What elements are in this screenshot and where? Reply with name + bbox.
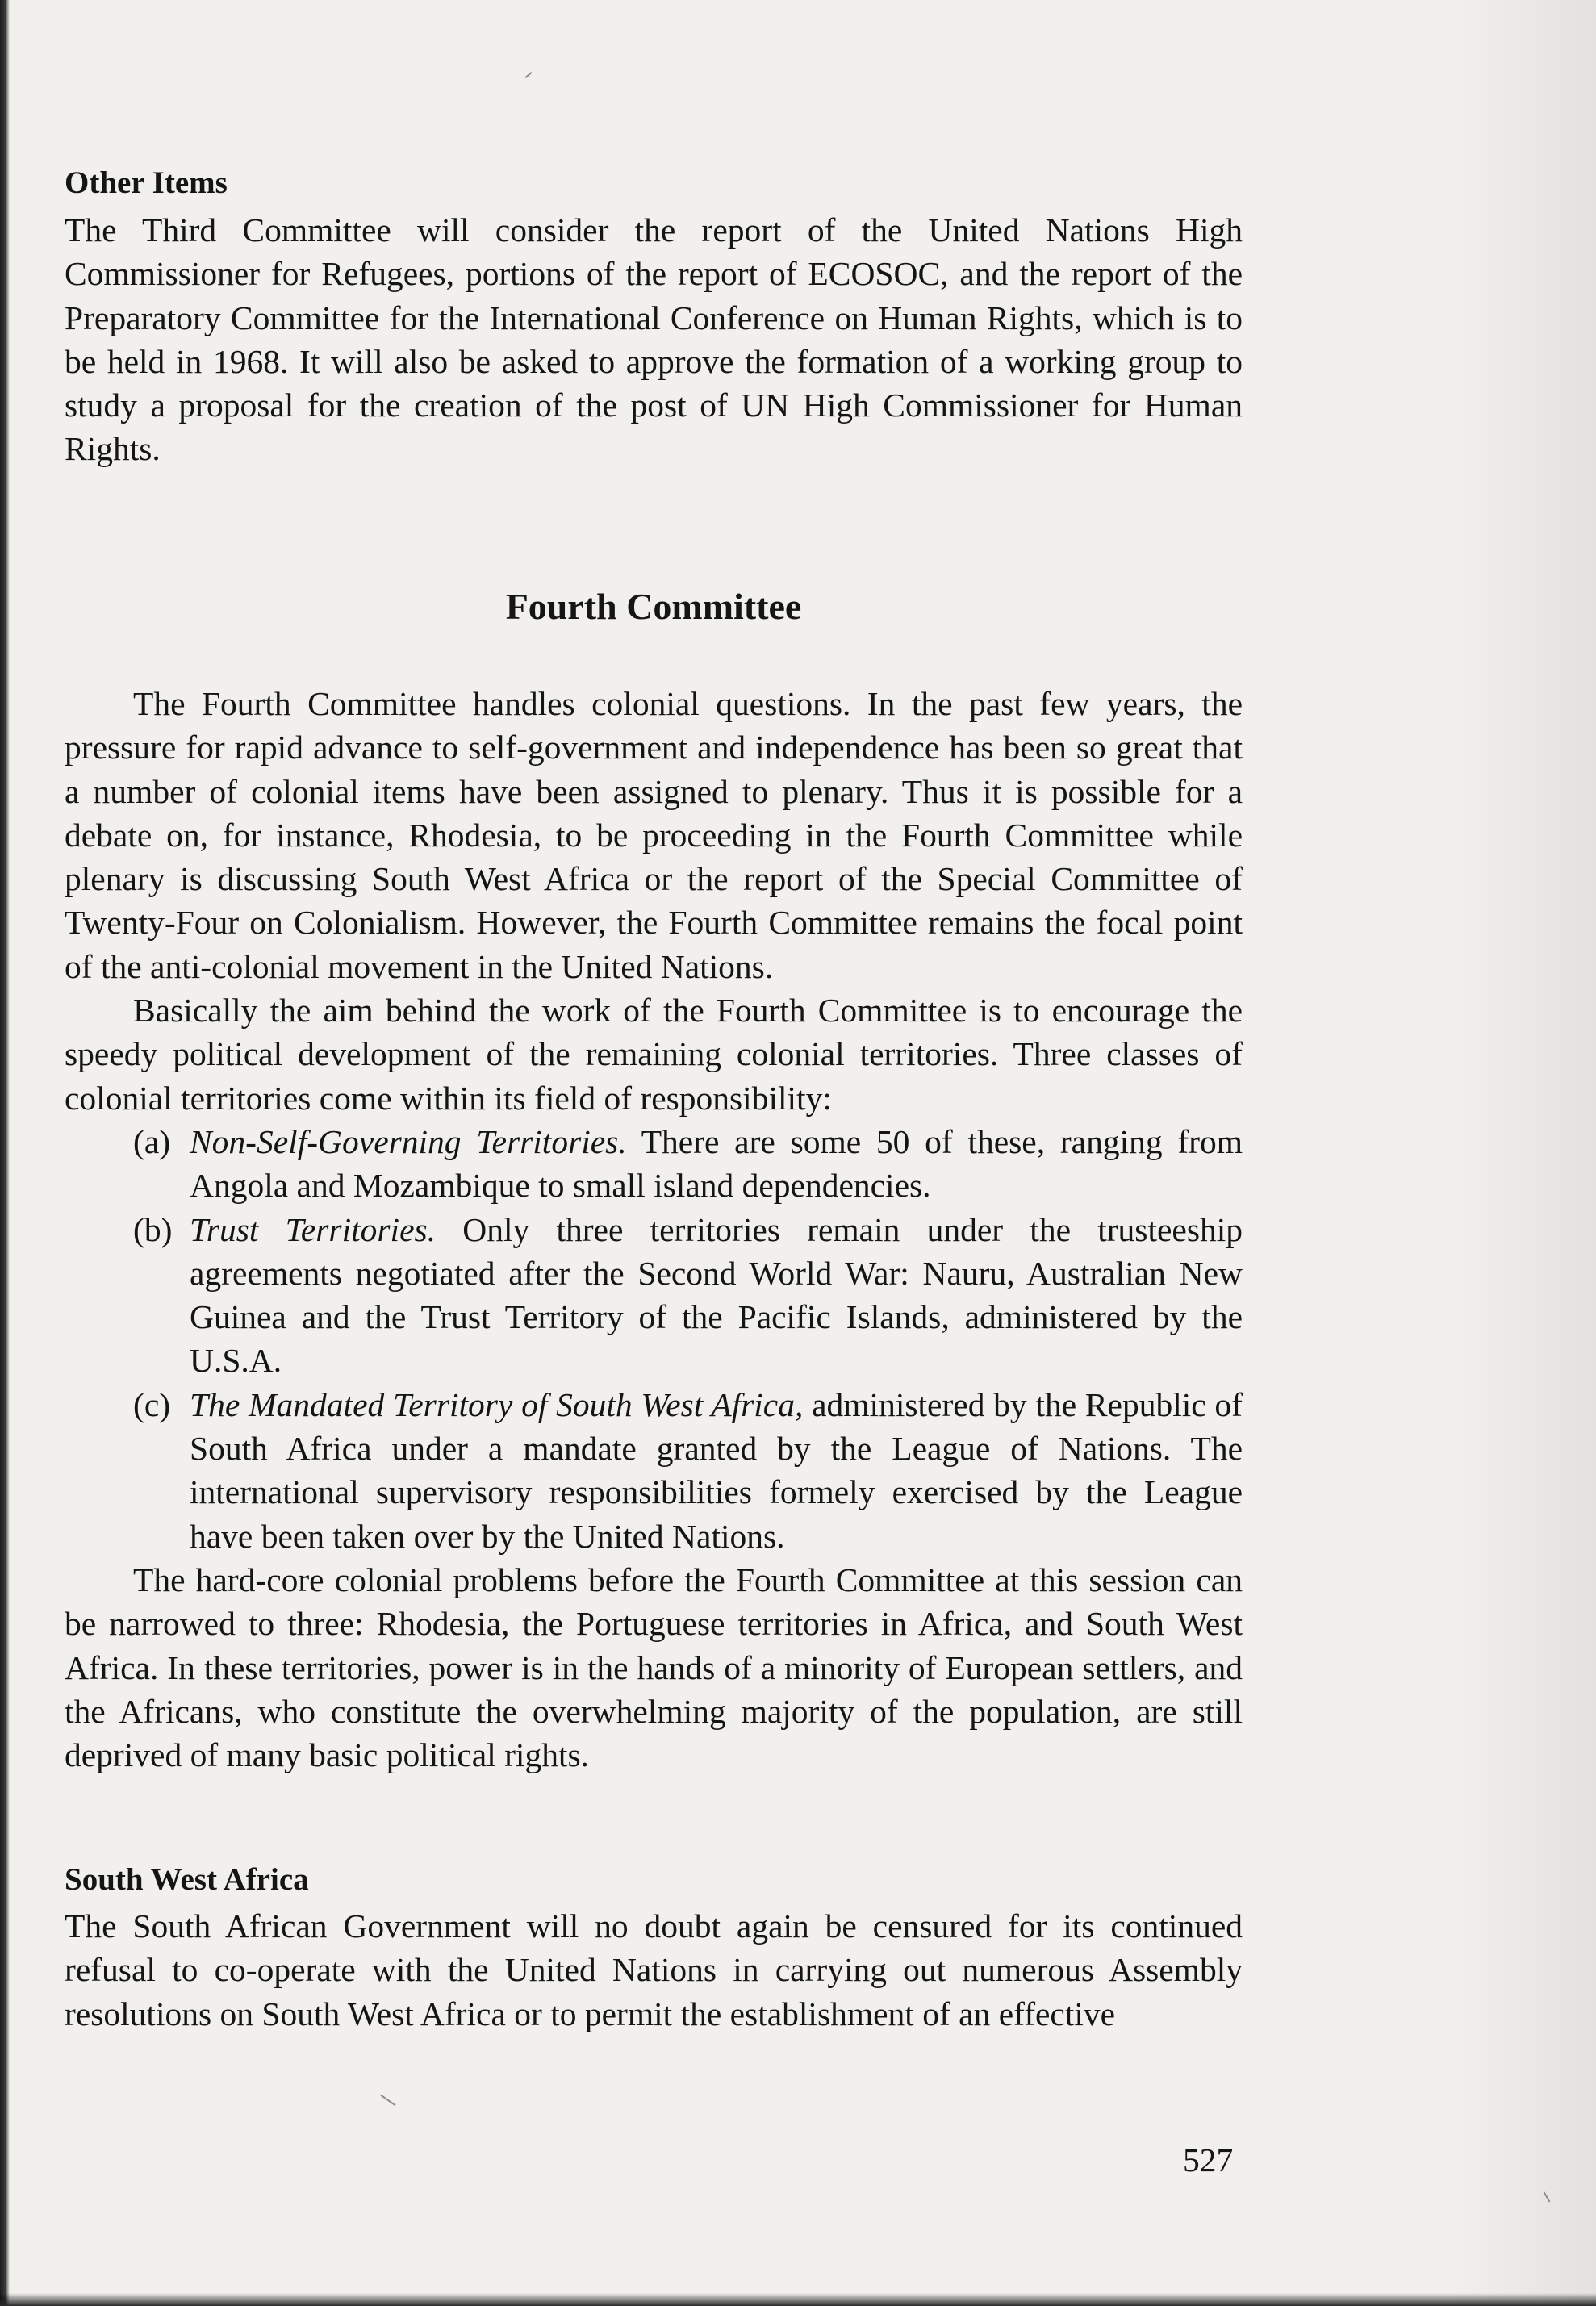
list-item	[65, 1120, 1243, 1208]
list-item-text: Only three territories remain under the trusteeship agreements negotiated after the Second World War: Nauru, Australian New Guinea and the Trust Territory of the Pacific Islands, administered by the U.S.A.	[190, 1210, 1243, 1380]
scan-shadow-right	[1451, 0, 1596, 2306]
list-item-text: administered by the Republic of South Africa under a mandate granted by the League of Nations. The international supervisory responsibilities formely exercised by the League have been taken over by the United Nations.	[190, 1385, 1243, 1555]
scan-edge-left	[0, 0, 10, 2306]
fourth-committee-paragraph-2: Basically the aim behind the work of the Fourth Committee is to encourage the speedy political development of the remaining colonial territories. Three classes of colonial territories come within its field of responsibility:	[65, 992, 1243, 1117]
section-heading-other-items: Other Items	[65, 165, 228, 200]
list-item	[65, 1208, 1243, 1383]
section-heading-south-west-africa: South West Africa	[65, 1862, 309, 1897]
south-west-africa-paragraph: The South African Government will no doubt again be censured for its continued refusal to co-operate with the United Nations in carrying out numerous Assembly resolutions on South West Africa or to permit the establishment of an effective	[65, 1907, 1243, 2032]
fourth-committee-body	[65, 682, 1243, 1777]
page-number: 527	[1183, 2141, 1234, 2179]
list-marker: (b)	[133, 1210, 173, 1248]
fourth-committee-paragraph-1: The Fourth Committee handles colonial questions. In the past few years, the pressure for rapid advance to self-government and independence has been so great that a number of colonial items have been assigned to plenary. Thus it is possible for a debate on, for instance, Rhodesia, to be proceeding in the Fourth Committee while plenary is discussing South West Africa or the report of the Special Committee of Twenty-Four on Colonialism. However, the Fourth Committee remains the focal point of the anti-colonial movement in the United Nations.	[65, 685, 1243, 985]
south-west-africa-body	[65, 1904, 1243, 2036]
scan-edge-bottom	[0, 2293, 1596, 2306]
scan-speck	[380, 2095, 395, 2106]
list-item	[65, 1383, 1243, 1558]
list-item-title: Non-Self-Governing Territories.	[190, 1122, 627, 1160]
list-item-text: There are some 50 of these, ranging from Angola and Mozambique to small island dependencies.	[190, 1122, 1243, 1205]
list-marker: (a)	[133, 1122, 171, 1160]
other-items-body	[65, 208, 1243, 471]
list-item-title: The Mandated Territory of South West Africa,	[190, 1385, 804, 1423]
list-item-title: Trust Territories.	[190, 1210, 437, 1248]
fourth-committee-paragraph-3: The hard-core colonial problems before the Fourth Committee at this session can be narrowed to three: Rhodesia, the Portuguese territories in Africa, and South West Africa. In these territories, power is in the hands of a minority of European settlers, and the Africans, who constitute the overwhelming majority of the population, are still deprived of many basic political rights.	[65, 1560, 1243, 1774]
other-items-paragraph: The Third Committee will consider the report of the United Nations High Commissioner for Refugees, portions of the report of ECOSOC, and the report of the Preparatory Committee for the International Conference on Human Rights, which is to be held in 1968. It will also be asked to approve the formation of a working group to study a proposal for the creation of the post of UN High Commissioner for Human Rights.	[65, 211, 1243, 468]
section-heading-fourth-committee: Fourth Committee	[505, 586, 802, 627]
list-marker: (c)	[133, 1385, 171, 1423]
scan-speck	[525, 72, 533, 78]
territory-classes-list	[65, 1120, 1243, 1558]
